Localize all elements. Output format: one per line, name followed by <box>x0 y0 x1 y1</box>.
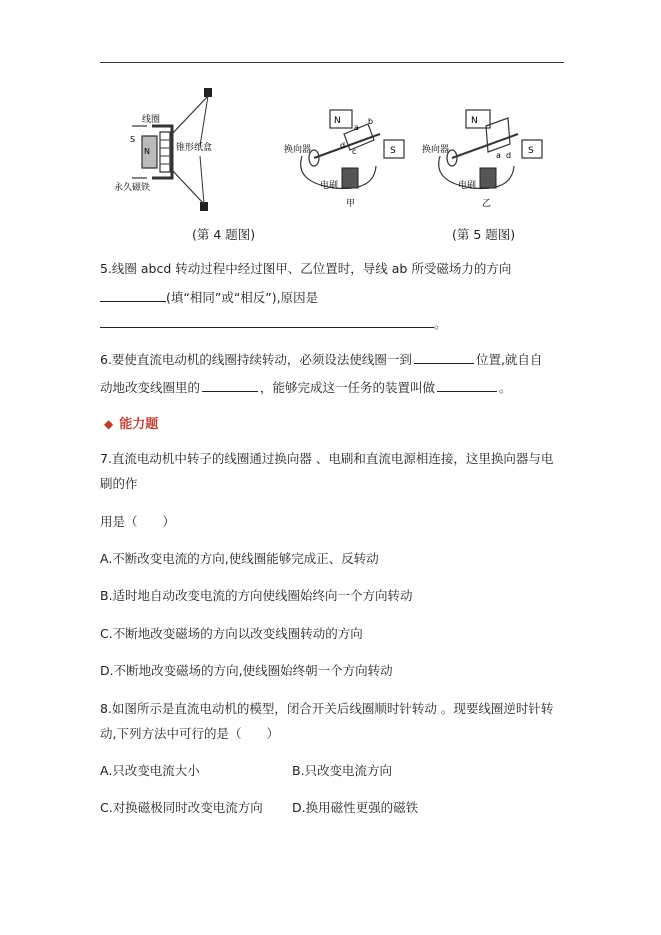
q7-line3: 用是（ ） <box>100 514 176 529</box>
figure-5-jia <box>284 96 414 218</box>
figure-5-caption: (第 5 题图) <box>452 227 516 242</box>
label-commutator-yi: 换向器 <box>422 145 450 155</box>
figure-4-caption: (第 4 题图) <box>192 227 256 242</box>
section-title: 能力题 <box>119 417 159 432</box>
svg-text:N: N <box>471 116 478 126</box>
q7-option-c[interactable]: C.不断地改变磁场的方向以改变线圈转动的方向 <box>100 626 363 641</box>
q6-blank-3[interactable] <box>437 378 497 392</box>
label-cone: 锥形纸盒 <box>176 143 213 153</box>
figure-4-loudspeaker <box>112 86 222 216</box>
battery <box>342 168 358 188</box>
q7-option-b[interactable]: B.适时地自动改变电流的方向使线圈始终向一个方向转动 <box>100 588 413 603</box>
q6-blank-1[interactable] <box>414 350 474 364</box>
q8-option-d[interactable]: D.换用磁性更强的磁铁 <box>292 800 419 815</box>
q5-line1: 5.线圈 abcd 转动过程中经过图甲、乙位置时，导线 ab 所受磁场力的方向 <box>100 261 512 276</box>
label-yi: 乙 <box>482 199 492 209</box>
svg-text:a: a <box>496 151 501 160</box>
coil <box>160 132 170 172</box>
svg-text:d: d <box>340 141 346 150</box>
q6-line1: 6.要使直流电动机的线圈持续转动，必须设法使线圈一到 位置,就自自 <box>100 352 543 367</box>
q7-line2: 刷的作 <box>100 476 138 491</box>
section-heading <box>104 413 158 432</box>
svg-text:d: d <box>506 151 512 160</box>
q7-line1: 7.直流电动机中转子的线圈通过换向器 、电刷和直流电源相连接，这里换向器与电 <box>100 451 554 466</box>
terminal-top <box>204 88 212 97</box>
q7-option-a[interactable]: A.不断改变电流的方向,使线圈能够完成正、反转动 <box>100 551 379 566</box>
label-brush-jia: 电刷 <box>320 181 339 191</box>
svg-text:S: S <box>390 146 396 156</box>
q5-line2: (填“相同”或“相反”),原因是 <box>100 288 318 307</box>
label-brush-yi: 电刷 <box>458 181 477 191</box>
q8-option-c[interactable]: C.对换磁极同时改变电流方向 <box>100 800 263 815</box>
svg-text:a: a <box>354 123 359 132</box>
q7-option-d[interactable]: D.不断地改变磁场的方向,使线圈始终朝一个方向转动 <box>100 663 393 678</box>
q8-option-a[interactable]: A.只改变电流大小 <box>100 763 200 778</box>
q6-blank-2[interactable] <box>202 378 258 392</box>
battery <box>480 168 496 188</box>
label-commutator-jia: 换向器 <box>284 145 312 155</box>
svg-text:N: N <box>334 116 341 126</box>
header-rule <box>100 62 564 63</box>
label-s: S <box>130 135 136 144</box>
q8-line2: 动,下列方法中可行的是（ ） <box>100 726 279 741</box>
label-magnet: 永久磁铁 <box>114 183 151 193</box>
diamond-icon: ◆ <box>104 417 114 431</box>
svg-text:c: c <box>352 147 357 156</box>
label-jia: 甲 <box>346 199 356 209</box>
q5-blank-1[interactable] <box>100 288 166 302</box>
label-n: N <box>144 147 150 156</box>
q8-option-b[interactable]: B.只改变电流方向 <box>292 763 393 778</box>
svg-text:b: b <box>368 117 374 126</box>
label-coil: 线圈 <box>142 115 161 125</box>
q6-line2: 动地改变线圈里的 ，能够完成这一任务的装置叫做 。 <box>100 380 512 395</box>
q5-line3: 。 <box>100 314 447 333</box>
q8-line1: 8.如图所示是直流电动机的模型，闭合开关后线圈顺时针转动 。现要线圈逆时针转 <box>100 701 554 716</box>
figure-5-yi <box>422 96 552 218</box>
q5-blank-2[interactable] <box>100 314 434 328</box>
svg-text:S: S <box>528 146 534 156</box>
